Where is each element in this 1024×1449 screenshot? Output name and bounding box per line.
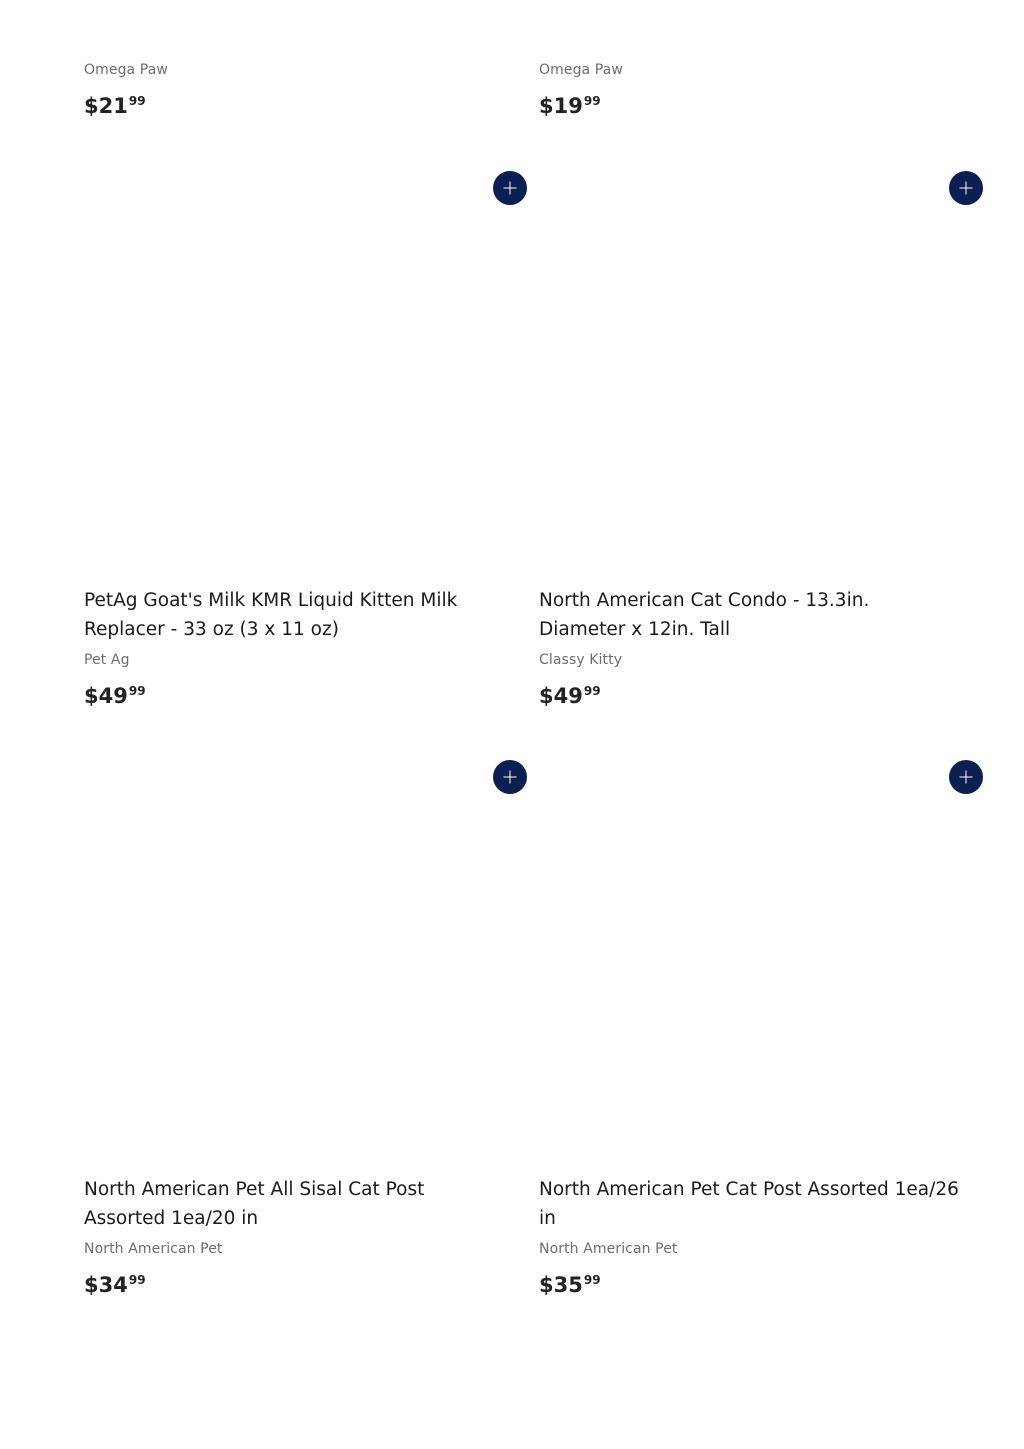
price-cents: 99 <box>583 1273 601 1287</box>
add-to-cart-button[interactable] <box>493 171 527 205</box>
product-price <box>539 686 601 707</box>
add-to-cart-button[interactable] <box>949 171 983 205</box>
price-cents: 99 <box>128 94 146 108</box>
product-title[interactable]: North American Pet All Sisal Cat Post Assorted 1ea/20 in <box>84 1179 425 1229</box>
product-vendor[interactable]: Pet Ag <box>84 652 130 668</box>
product-price <box>84 1275 146 1296</box>
product-image[interactable] <box>84 170 528 575</box>
product-vendor[interactable]: Classy Kitty <box>539 652 623 668</box>
product-vendor[interactable]: Omega Paw <box>84 62 168 78</box>
product-price <box>84 686 146 707</box>
product-vendor[interactable]: North American Pet <box>84 1241 223 1257</box>
price-cents: 99 <box>128 1273 146 1287</box>
plus-icon <box>504 182 517 195</box>
product-title[interactable]: PetAg Goat's Milk KMR Liquid Kitten Milk Replacer - 33 oz (3 x 11 oz) <box>84 590 458 640</box>
add-to-cart-button[interactable] <box>493 760 527 794</box>
add-to-cart-button[interactable] <box>949 760 983 794</box>
plus-icon <box>960 182 973 195</box>
price-cents: 99 <box>128 684 146 698</box>
plus-icon <box>960 771 973 784</box>
product-image[interactable] <box>539 759 983 1164</box>
price-dollars: $35 <box>539 1273 583 1297</box>
product-title[interactable]: North American Pet Cat Post Assorted 1ea/26 in <box>539 1179 959 1229</box>
product-price <box>539 1275 601 1296</box>
price-dollars: $49 <box>84 684 128 708</box>
price-cents: 99 <box>583 684 601 698</box>
price-dollars: $49 <box>539 684 583 708</box>
product-vendor[interactable]: Omega Paw <box>539 62 623 78</box>
product-vendor[interactable]: North American Pet <box>539 1241 678 1257</box>
price-dollars: $34 <box>84 1273 128 1297</box>
product-price <box>539 96 601 117</box>
price-cents: 99 <box>583 94 601 108</box>
price-dollars: $19 <box>539 94 583 118</box>
product-price <box>84 96 146 117</box>
plus-icon <box>504 771 517 784</box>
product-image[interactable] <box>539 170 983 575</box>
product-title[interactable]: North American Cat Condo - 13.3in. Diameter x 12in. Tall <box>539 590 870 640</box>
product-image[interactable] <box>84 759 528 1164</box>
price-dollars: $21 <box>84 94 128 118</box>
